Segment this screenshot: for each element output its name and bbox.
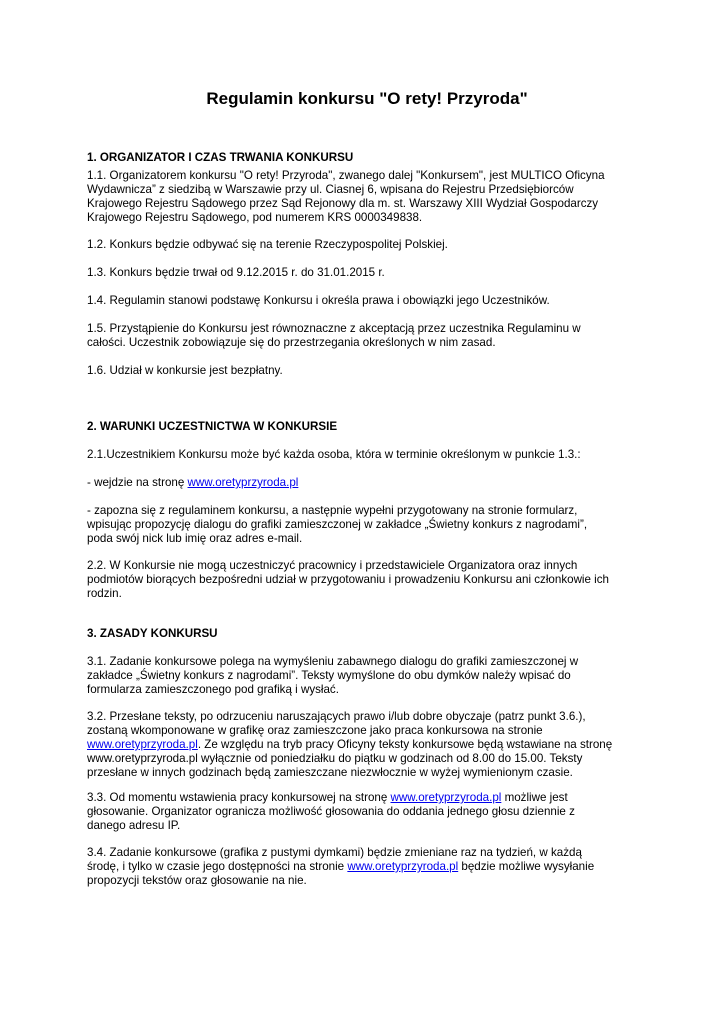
paragraph-2-1 [87,448,647,462]
paragraph-1-4 [87,294,647,308]
paragraph-3-1 [87,655,647,697]
paragraph-1-3 [87,266,647,280]
website-link[interactable]: www.oretyprzyroda.pl [87,738,198,751]
text-line: Krajowego Rejestru Sądowego, pod numerem KRS 0000349838. [87,211,423,224]
text-line: poda swój nick lub imię oraz adres e-mail. [87,532,303,545]
text-line: 3.2. Przesłane teksty, po odrzuceniu naruszających prawo i/lub dobre obyczaje (patrz punkt 3.6.), [87,710,586,723]
website-link[interactable]: www.oretyprzyroda.pl [347,860,459,873]
text-fragment: - wejdzie na stronę [87,476,188,489]
paragraph-2-bullet-2 [87,504,647,546]
text-line: 2.1.Uczestnikiem Konkursu może być każda osoba, która w terminie określonym w punkcie 1.3.: [87,448,581,461]
paragraph-1-2 [87,238,647,252]
text-line: zostaną wkomponowane w grafikę oraz zamieszczone jako praca konkursowa na stronie [87,724,543,737]
text-line: zakładce „Świetny konkurs z nagrodami”. Teksty wymyślone do obu dymków należy wpisać do [87,669,571,682]
paragraph-1-6 [87,364,647,378]
text-line: Krajowego Rejestru Sądowego przez Sąd Rejonowy dla m. st. Warszawy XIII Wydział Gospodarczy [87,197,599,210]
paragraph-3-4 [87,846,647,888]
text-line [87,738,647,752]
text-line: 1.6. Udział w konkursie jest bezpłatny. [87,364,283,377]
text-line: wpisując propozycję dialogu do grafiki zamieszczonej w zakładce „Świetny konkurs z nagrodami”, [87,518,588,531]
paragraph-2-2 [87,559,647,601]
text-line [87,860,647,874]
text-line: danego adresu IP. [87,819,181,832]
section-1-heading: 1. ORGANIZATOR I CZAS TRWANIA KONKURSU [87,151,354,164]
text-line: www.oretyprzyroda.pl wyłącznie od poniedziałku do piątku w godzinach od 8.00 do 15.00. Teksty [87,752,583,765]
text-line: podmiotów biorących bezpośredni udział w przygotowaniu i prowadzeniu Konkursu ani członkowie ich [87,573,610,586]
text-line: 3.4. Zadanie konkursowe (grafika z pustymi dymkami) będzie zmieniane raz na tydzień, w każdą [87,846,582,859]
text-fragment: środę, i tylko w czasie jego dostępności na stronie [87,860,348,873]
text-line: 1.2. Konkurs będzie odbywać się na terenie Rzeczypospolitej Polskiej. [87,238,448,251]
website-link[interactable]: www.oretyprzyroda.pl [187,476,299,489]
text-line: 1.1. Organizatorem konkursu "O rety! Przyroda", zwanego dalej "Konkursem", jest MULTICO Oficyna [87,169,605,182]
text-line: 2.2. W Konkursie nie mogą uczestniczyć pracownicy i przedstawiciele Organizatora oraz innych [87,559,578,572]
text-fragment: . Ze względu na tryb pracy Oficyny teksty konkursowe będą wstawiane na stronę [197,738,613,751]
section-3-heading: 3. ZASADY KONKURSU [87,627,218,640]
text-line: 1.3. Konkurs będzie trwał od 9.12.2015 r. do 31.01.2015 r. [87,266,385,279]
text-fragment: 3.3. Od momentu wstawienia pracy konkursowej na stronę [87,791,391,804]
text-line: 1.4. Regulamin stanowi podstawę Konkursu i określa prawa i obowiązki jego Uczestników. [87,294,550,307]
paragraph-1-1 [87,169,647,225]
text-line: - zapozna się z regulaminem konkursu, a następnie wypełni przygotowany na stronie formularz, [87,504,578,517]
text-line [87,791,647,805]
text-fragment: będzie możliwe wysyłanie [458,860,595,873]
paragraph-3-3 [87,791,647,833]
text-line [87,476,647,490]
text-line: rodzin. [87,587,122,600]
text-line: formularza zamieszczonego pod grafiką i wysłać. [87,683,339,696]
text-line: całości. Uczestnik zobowiązuje się do przestrzegania określonych w nim zasad. [87,336,496,349]
page-title: Regulamin konkursu "O rety! Przyroda" [206,89,528,108]
text-line: głosowanie. Organizator ogranicza możliwość głosowania do oddania jednego głosu dziennie z [87,805,575,818]
text-line: propozycji tekstów oraz głosowanie na nie. [87,874,307,887]
paragraph-1-5 [87,322,647,350]
text-line: 1.5. Przystąpienie do Konkursu jest równoznaczne z akceptacją przez uczestnika Regulaminu w [87,322,581,335]
text-line: Wydawnicza” z siedzibą w Warszawie przy ul. Ciasnej 6, wpisana do Rejestru Przedsiębiorców [87,183,574,196]
text-line: 3.1. Zadanie konkursowe polega na wymyśleniu zabawnego dialogu do grafiki zamieszczonej w [87,655,579,668]
paragraph-2-bullet-1 [87,476,647,490]
paragraph-3-2 [87,710,647,780]
text-line: przesłane w innych godzinach będą zamieszczane niezwłocznie w wyżej wymienionym czasie. [87,766,573,779]
section-2-heading: 2. WARUNKI UCZESTNICTWA W KONKURSIE [87,420,338,433]
text-fragment: możliwe jest [501,791,568,804]
website-link[interactable]: www.oretyprzyroda.pl [390,791,502,804]
